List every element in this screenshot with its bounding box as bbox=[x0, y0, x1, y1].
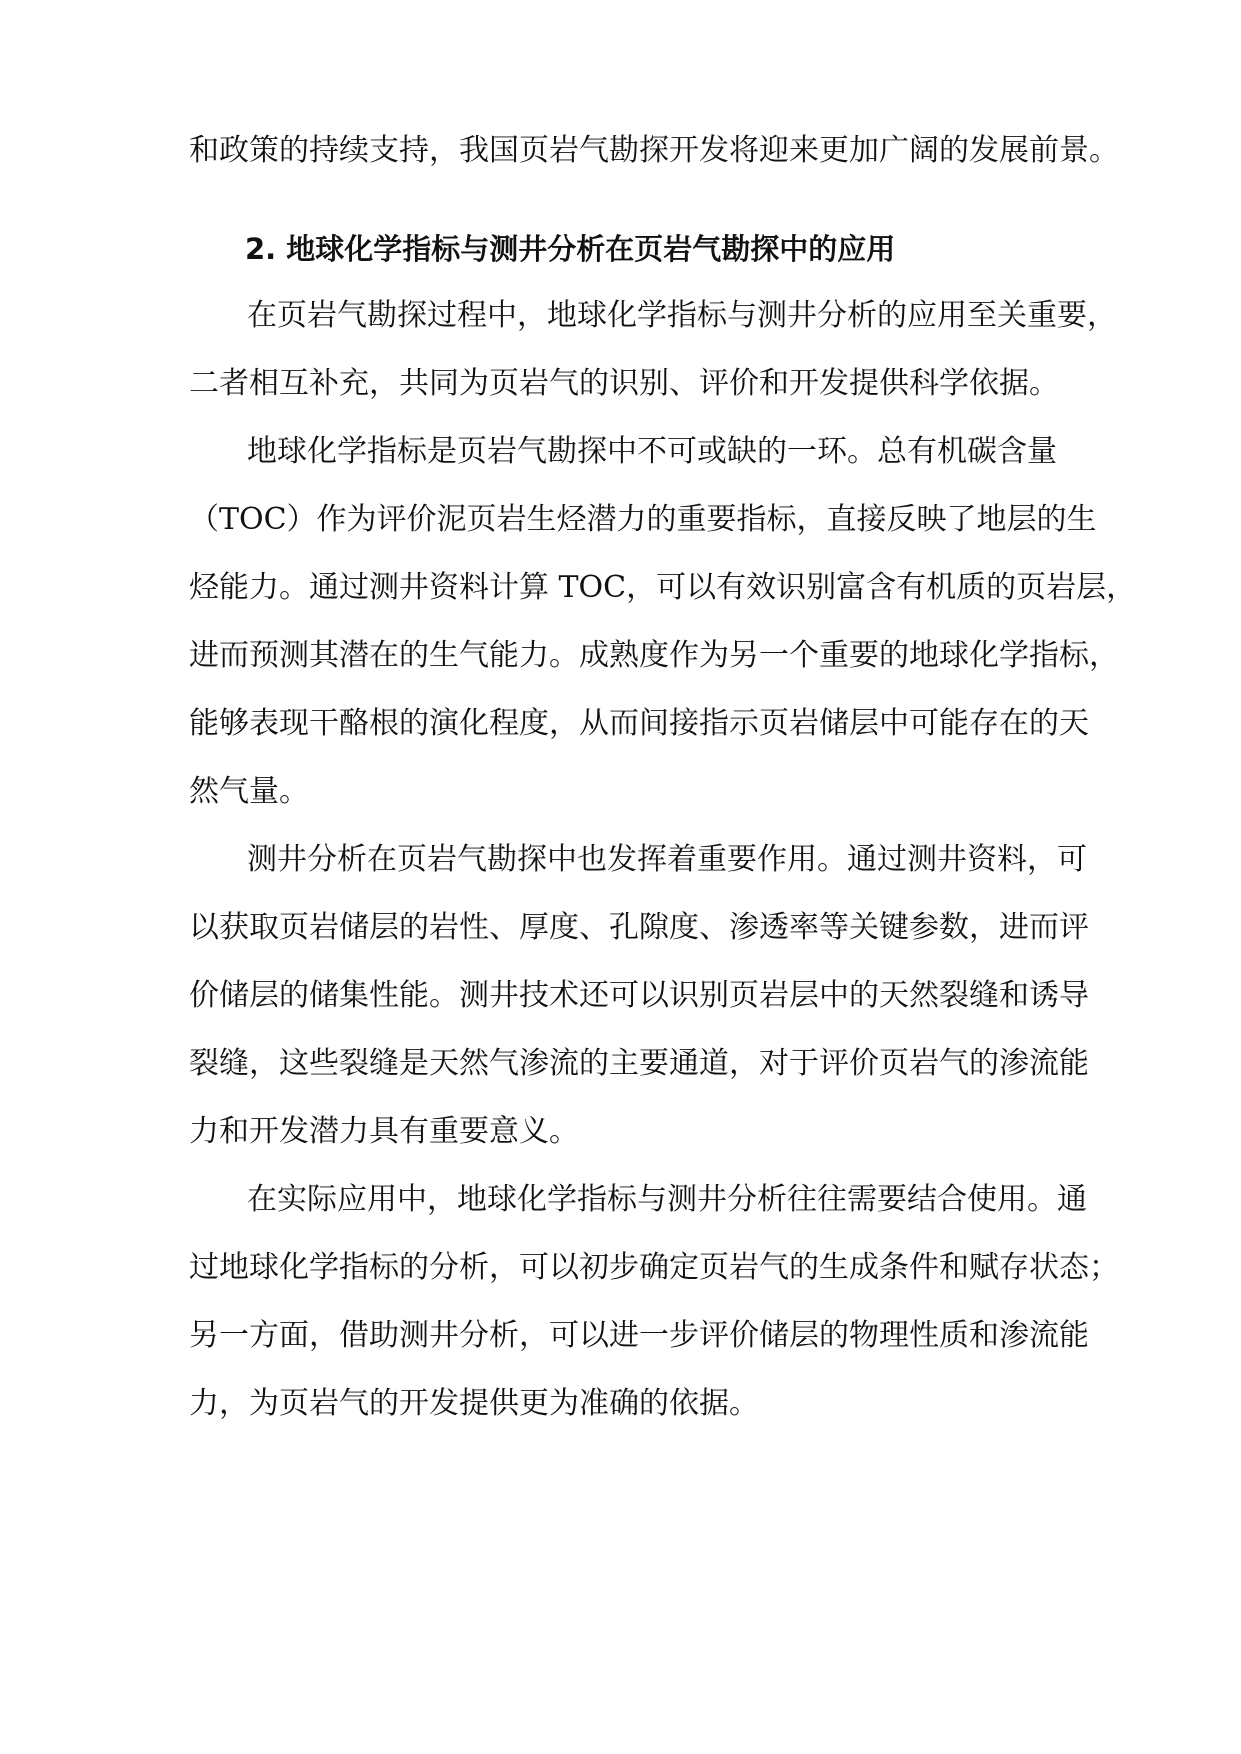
continuation-line: 和政策的持续支持，我国页岩气勘探开发将迎来更加广阔的发展前景。 bbox=[189, 133, 1119, 168]
paragraph-2-line-6: 然气量。 bbox=[189, 774, 309, 809]
section-heading: 2. 地球化学指标与测井分析在页岩气勘探中的应用 bbox=[245, 232, 896, 266]
paragraph-2-line-2: （TOC）作为评价泥页岩生烃潜力的重要指标，直接反映了地层的生 bbox=[189, 502, 1097, 537]
paragraph-3-line-4: 裂缝，这些裂缝是天然气渗流的主要通道，对于评价页岩气的渗流能 bbox=[189, 1046, 1089, 1081]
paragraph-2-line-5: 能够表现干酪根的演化程度，从而间接指示页岩储层中可能存在的天 bbox=[189, 706, 1089, 741]
paragraph-2-line-3: 烃能力。通过测井资料计算 TOC，可以有效识别富含有机质的页岩层， bbox=[189, 570, 1137, 605]
paragraph-4-line-3: 另一方面，借助测井分析，可以进一步评价储层的物理性质和渗流能 bbox=[189, 1318, 1089, 1353]
paragraph-1-line-1: 在页岩气勘探过程中，地球化学指标与测井分析的应用至关重要， bbox=[247, 298, 1117, 333]
paragraph-3-line-1: 测井分析在页岩气勘探中也发挥着重要作用。通过测井资料，可 bbox=[247, 842, 1087, 877]
paragraph-3-line-2: 以获取页岩储层的岩性、厚度、孔隙度、渗透率等关键参数，进而评 bbox=[189, 910, 1089, 945]
paragraph-3-line-3: 价储层的储集性能。测井技术还可以识别页岩层中的天然裂缝和诱导 bbox=[189, 978, 1089, 1013]
paragraph-1-line-2: 二者相互补充，共同为页岩气的识别、评价和开发提供科学依据。 bbox=[189, 366, 1059, 401]
paragraph-4-line-1: 在实际应用中，地球化学指标与测井分析往往需要结合使用。通 bbox=[247, 1182, 1087, 1217]
paragraph-3-line-5: 力和开发潜力具有重要意义。 bbox=[189, 1114, 579, 1149]
paragraph-4-line-4: 力，为页岩气的开发提供更为准确的依据。 bbox=[189, 1386, 759, 1421]
paragraph-2-line-1: 地球化学指标是页岩气勘探中不可或缺的一环。总有机碳含量 bbox=[247, 434, 1057, 469]
paragraph-4-line-2: 过地球化学指标的分析，可以初步确定页岩气的生成条件和赋存状态； bbox=[189, 1250, 1119, 1285]
paragraph-2-line-4: 进而预测其潜在的生气能力。成熟度作为另一个重要的地球化学指标， bbox=[189, 638, 1119, 673]
